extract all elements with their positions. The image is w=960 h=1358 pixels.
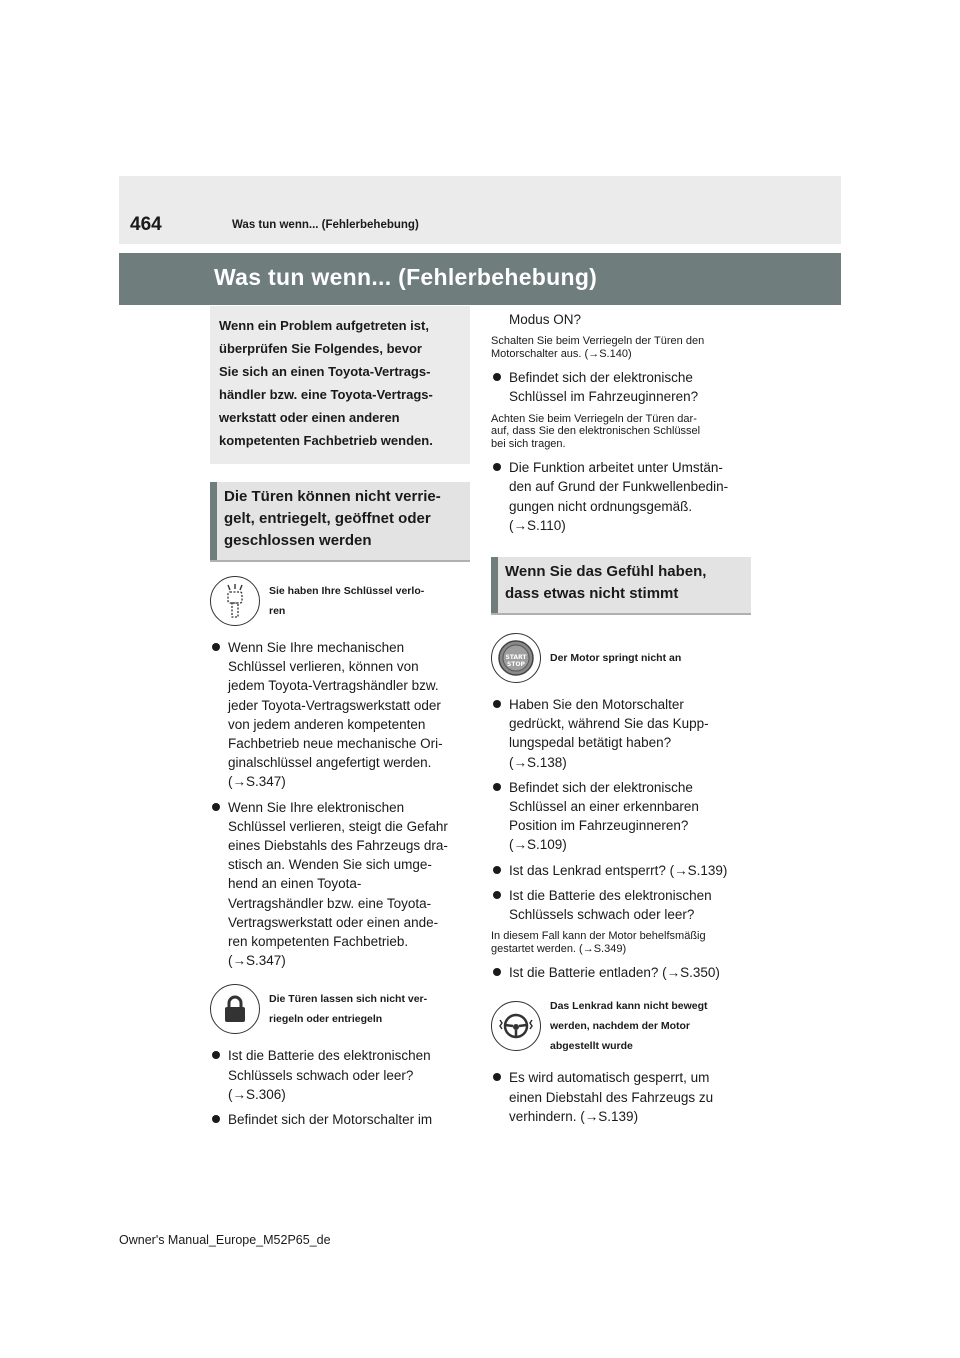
subheading-line: werden, nachdem der Motor — [550, 1020, 691, 1033]
line: Schlüssels schwach oder leer? — [509, 906, 695, 922]
line: ginalschlüssel angefertigt werden. — [228, 755, 432, 771]
line: jedem Toyota-Vertragshändler bzw. — [228, 678, 439, 694]
note — [491, 930, 751, 955]
subheading-line: Sie haben Ihre Schlüssel verlo- — [269, 585, 425, 597]
section-heading-line: Die Türen können nicht verrie- — [224, 488, 441, 505]
icon-label: STOP — [507, 660, 525, 668]
list-item — [491, 695, 751, 772]
page-reference[interactable]: (→S.110) — [509, 517, 566, 533]
list-item — [491, 886, 751, 924]
line: eines Diebstahls des Fahrzeugs dra- — [228, 838, 448, 854]
line: Schlüssel an einer erkennbaren — [509, 798, 699, 814]
intro-box — [210, 306, 470, 464]
bullet-list — [491, 963, 751, 982]
page-reference[interactable]: (→S.138) — [509, 754, 567, 770]
page-title: Was tun wenn... (Fehlerbehebung) — [214, 264, 598, 290]
bullet-list — [210, 638, 470, 970]
section-heading-line: gelt, entriegelt, geöffnet oder — [224, 510, 431, 527]
list-item — [491, 1068, 751, 1126]
lock-icon — [210, 984, 260, 1034]
line: Schalten Sie beim Verriegeln der Türen den — [491, 335, 705, 348]
line: Es wird automatisch gesperrt, um — [509, 1070, 710, 1086]
footer-manual-id: Owner's Manual_Europe_M52P65_de — [119, 1233, 331, 1247]
list-item — [210, 638, 470, 792]
section-heading-doors — [210, 482, 470, 562]
line: Schlüssel im Fahrzeuginneren? — [509, 389, 699, 405]
line: Befindet sich der Motorschalter im — [228, 1112, 433, 1128]
icon-label: START — [505, 653, 527, 661]
list-item — [491, 778, 751, 855]
list-item — [491, 458, 751, 535]
line: Wenn Sie Ihre elektronischen — [228, 799, 405, 815]
list-item — [210, 1110, 470, 1129]
subheading-steering-locked — [491, 996, 751, 1056]
subheading-lost-keys — [210, 576, 470, 626]
page-reference[interactable]: (→S.109) — [509, 837, 567, 853]
key-icon — [210, 576, 260, 626]
subheading-line: Das Lenkrad kann nicht bewegt — [550, 1000, 708, 1013]
intro-line: Wenn ein Problem aufgetreten ist, — [219, 318, 429, 333]
line: verhindern. (→S.139) — [509, 1108, 639, 1124]
line: Ist die Batterie des elektronischen — [509, 887, 712, 903]
line: Ist die Batterie entladen? (→S.350) — [509, 965, 720, 981]
line: Vertragshändler bzw. eine Toyota- — [228, 895, 432, 911]
line: einen Diebstahl des Fahrzeugs zu — [509, 1089, 714, 1105]
line: Die Funktion arbeitet unter Umstän- — [509, 460, 723, 476]
intro-line: werkstatt oder einen anderen — [219, 410, 400, 425]
steering-wheel-icon — [491, 1001, 541, 1051]
section-heading-line: geschlossen werden — [224, 532, 372, 549]
line: lungspedal betätigt haben? — [509, 735, 672, 751]
line: Fachbetrieb neue mechanische Ori- — [228, 736, 443, 752]
line: von jedem anderen kompetenten — [228, 716, 426, 732]
line: Haben Sie den Motorschalter — [509, 696, 684, 712]
line: Befindet sich der elektronische — [509, 370, 693, 386]
list-item — [210, 1046, 470, 1104]
page-reference[interactable]: (→S.306) — [228, 1086, 286, 1102]
section-heading-line: dass etwas nicht stimmt — [505, 584, 679, 602]
line: Position im Fahrzeuginneren? — [509, 818, 689, 834]
line: bei sich tragen. — [491, 437, 566, 450]
bullet-list — [491, 1068, 751, 1126]
subheading-line: Der Motor springt nicht an — [550, 651, 682, 664]
line: Motorschalter aus. (→S.140) — [491, 347, 632, 360]
left-column — [210, 306, 470, 1135]
line: Wenn Sie Ihre mechanischen — [228, 640, 405, 655]
running-title: Was tun wenn... (Fehlerbehebung) — [232, 219, 419, 231]
line: hend an einen Toyota- — [228, 876, 362, 892]
subheading-engine-not-start — [491, 633, 751, 683]
line: Befindet sich der elektronische — [509, 779, 693, 795]
intro-line: Sie sich an einen Toyota-Vertrags- — [219, 364, 431, 379]
section-heading-line: Wenn Sie das Gefühl haben, — [505, 562, 707, 580]
line: Ist das Lenkrad entsperrt? (→S.139) — [509, 862, 728, 878]
line: ren kompetenten Fachbetrieb. — [228, 934, 409, 950]
bullet-list — [491, 368, 751, 406]
section-heading-something-wrong — [491, 557, 751, 615]
line: auf, dass Sie den elektronischen Schlüssel — [491, 425, 701, 438]
subheading-line: ren — [269, 605, 286, 617]
list-item — [491, 368, 751, 406]
list-item — [210, 798, 470, 971]
line: Vertragswerkstatt oder einen ande- — [228, 914, 439, 930]
line: In diesem Fall kann der Motor behelfsmäßig — [491, 930, 706, 943]
note — [491, 335, 751, 360]
intro-line: kompetenten Fachbetrieb wenden. — [219, 433, 433, 448]
line: gestartet werden. (→S.349) — [491, 942, 627, 955]
bullet-list — [491, 458, 751, 535]
line: den auf Grund der Funkwellenbedin- — [509, 479, 729, 495]
subheading-line: riegeln oder entriegeln — [269, 1013, 383, 1026]
subheading-line: abgestellt wurde — [550, 1040, 633, 1053]
line: Schlüssel verlieren, steigt die Gefahr — [228, 818, 448, 834]
page-reference[interactable]: (→S.347) — [228, 774, 286, 790]
line: gungen nicht ordnungsgemäß. — [509, 498, 693, 514]
line: gedrückt, während Sie das Kupp- — [509, 716, 709, 732]
line: Ist die Batterie des elektronischen — [228, 1048, 431, 1064]
page-reference[interactable]: (→S.347) — [228, 953, 286, 969]
line: Schlüssels schwach oder leer? — [228, 1067, 414, 1083]
subheading-line: Die Türen lassen sich nicht ver- — [269, 993, 428, 1006]
intro-line: händler bzw. eine Toyota-Vertrags- — [219, 387, 433, 402]
list-item — [491, 963, 751, 982]
bullet-list — [491, 695, 751, 924]
line: stisch an. Wenden Sie sich umge- — [228, 857, 432, 873]
line: Schlüssel verlieren, können von — [228, 659, 419, 675]
subheading-doors-lock — [210, 984, 470, 1034]
intro-line: überprüfen Sie Folgendes, bevor — [219, 341, 422, 356]
continuation-text: Modus ON? — [509, 312, 582, 327]
line: Achten Sie beim Verriegeln der Türen dar- — [491, 412, 697, 425]
bullet-list — [210, 1046, 470, 1129]
header-band — [119, 176, 841, 244]
note — [491, 413, 751, 451]
list-item — [491, 861, 751, 880]
page-number: 464 — [130, 214, 162, 235]
line: jeder Toyota-Vertragswerkstatt oder — [228, 697, 441, 713]
right-column — [491, 306, 751, 1132]
start-stop-button-icon — [491, 633, 541, 683]
